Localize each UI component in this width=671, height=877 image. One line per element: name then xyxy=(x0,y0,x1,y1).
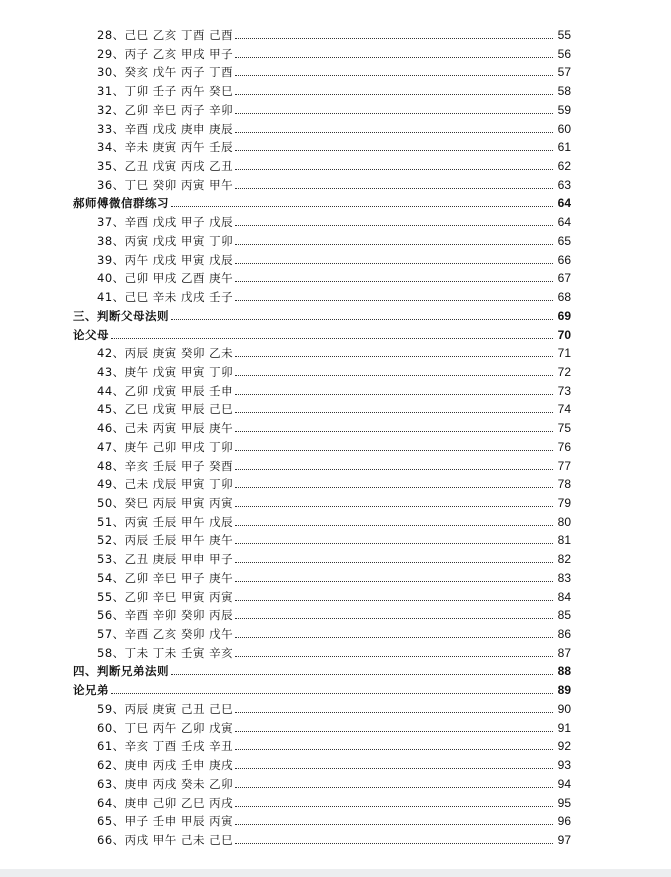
toc-label: 63、庚申 丙戌 癸未 乙卯 xyxy=(97,776,234,791)
toc-label: 28、己巳 乙亥 丁酉 己酉 xyxy=(97,28,234,42)
toc-label: 60、丁巳 丙午 乙卯 戊寅 xyxy=(97,720,234,735)
toc-page-number: 71 xyxy=(557,346,571,361)
toc-label: 41、己巳 辛未 戊戌 壬子 xyxy=(97,290,234,305)
toc-page-number: 75 xyxy=(557,421,571,436)
dot-leader xyxy=(235,93,553,95)
toc-entry[interactable] xyxy=(97,286,571,304)
toc-label: 50、癸巳 丙辰 甲寅 丙寅 xyxy=(97,496,234,510)
dot-leader xyxy=(235,561,553,563)
toc-label: 44、乙卯 戊寅 甲辰 壬申 xyxy=(97,383,234,398)
toc-label: 36、丁巳 癸卯 丙寅 甲午 xyxy=(97,177,234,192)
toc-page-number: 63 xyxy=(557,177,571,192)
toc-entry[interactable] xyxy=(97,99,571,117)
dot-leader xyxy=(235,299,553,301)
toc-label: 30、癸亥 戊午 丙子 丁酉 xyxy=(97,65,234,80)
toc-entry[interactable] xyxy=(97,249,571,267)
toc-entry[interactable] xyxy=(97,342,571,360)
toc-label: 33、辛酉 戊戌 庚申 庚辰 xyxy=(97,121,234,136)
toc-page-number: 58 xyxy=(557,84,571,99)
toc-label: 57、辛酉 乙亥 癸卯 戊午 xyxy=(97,627,234,642)
toc-entry[interactable] xyxy=(97,361,571,379)
toc-entry[interactable] xyxy=(97,586,571,604)
toc-entry[interactable] xyxy=(97,773,571,791)
toc-heading[interactable] xyxy=(73,679,571,697)
toc-entry[interactable] xyxy=(97,118,571,136)
dot-leader xyxy=(235,262,553,264)
toc-heading[interactable] xyxy=(73,324,571,342)
dot-leader xyxy=(235,411,553,413)
toc-entry[interactable] xyxy=(97,24,571,42)
toc-label: 论兄弟 xyxy=(73,683,109,698)
toc-page-number: 70 xyxy=(557,327,571,342)
toc-label: 38、丙寅 戊戌 甲寅 丁卯 xyxy=(97,233,234,248)
toc-label: 65、甲子 壬申 甲辰 丙寅 xyxy=(97,814,234,829)
toc-label: 52、丙辰 壬辰 甲午 庚午 xyxy=(97,533,234,548)
toc-page-number: 57 xyxy=(557,65,571,80)
toc-label: 32、乙卯 辛巳 丙子 辛卯 xyxy=(97,102,234,117)
toc-page-number: 64 xyxy=(557,196,571,211)
dot-leader xyxy=(235,505,553,507)
dot-leader xyxy=(235,655,553,657)
toc-page-number: 66 xyxy=(557,252,571,267)
dot-leader xyxy=(235,617,553,619)
toc-heading[interactable] xyxy=(73,192,571,210)
toc-page-number: 72 xyxy=(557,364,571,379)
toc-page-number: 67 xyxy=(557,271,571,286)
toc-page-number: 74 xyxy=(557,402,571,417)
toc-label: 53、乙丑 庚辰 甲申 甲子 xyxy=(97,552,234,567)
toc-entry[interactable] xyxy=(97,380,571,398)
toc-page-number: 76 xyxy=(557,439,571,454)
toc-entry[interactable] xyxy=(97,642,571,660)
toc-page-number: 84 xyxy=(557,589,571,604)
toc-entry[interactable] xyxy=(97,455,571,473)
toc-page-number: 56 xyxy=(557,46,571,61)
toc-page-number: 73 xyxy=(557,383,571,398)
dot-leader xyxy=(235,168,553,170)
toc-label: 43、庚午 戊寅 甲寅 丁卯 xyxy=(97,364,234,379)
toc-entry[interactable] xyxy=(97,43,571,61)
toc-label: 郝师傅微信群练习 xyxy=(73,196,169,211)
toc-entry[interactable] xyxy=(97,810,571,828)
dot-leader xyxy=(235,112,553,114)
toc-entry[interactable] xyxy=(97,174,571,192)
toc-label: 54、乙卯 辛巳 甲子 庚午 xyxy=(97,570,234,585)
dot-leader xyxy=(171,318,553,320)
toc-entry[interactable] xyxy=(97,567,571,585)
toc-entry[interactable] xyxy=(97,267,571,285)
toc-label: 37、辛酉 戊戌 甲子 戊辰 xyxy=(97,215,234,230)
toc-label: 61、辛亥 丁酉 壬戌 辛丑 xyxy=(97,739,234,754)
toc-page-number: 78 xyxy=(557,477,571,492)
toc-page-number: 88 xyxy=(557,664,571,679)
dot-leader xyxy=(235,580,553,582)
toc-page-number: 94 xyxy=(557,776,571,791)
toc-page-number: 68 xyxy=(557,290,571,305)
toc-label: 49、己未 戊辰 甲寅 丁卯 xyxy=(97,477,234,492)
toc-label: 59、丙辰 庚寅 己丑 己巳 xyxy=(97,701,234,716)
toc-entry[interactable] xyxy=(97,398,571,416)
toc-page-number: 92 xyxy=(557,739,571,754)
toc-page-number: 61 xyxy=(557,140,571,155)
toc-label: 35、乙丑 戊寅 丙戌 乙丑 xyxy=(97,159,234,174)
dot-leader xyxy=(235,711,553,713)
toc-entry[interactable] xyxy=(97,211,571,229)
toc-page-number: 86 xyxy=(557,627,571,642)
toc-page-number: 95 xyxy=(557,795,571,810)
toc-label: 39、丙午 戊戌 甲寅 戊辰 xyxy=(97,252,234,267)
dot-leader xyxy=(235,449,553,451)
toc-label: 三、判断父母法则 xyxy=(73,308,169,323)
toc-label: 56、辛酉 辛卯 癸卯 丙辰 xyxy=(97,608,234,623)
toc-page-number: 82 xyxy=(557,552,571,567)
toc-label: 47、庚午 己卯 甲戌 丁卯 xyxy=(97,439,234,454)
toc-label: 四、判断兄弟法则 xyxy=(73,664,169,679)
dot-leader xyxy=(235,243,553,245)
dot-leader xyxy=(235,823,553,825)
toc-page-number: 81 xyxy=(557,533,571,548)
toc-label: 论父母 xyxy=(73,327,109,342)
toc-entry[interactable] xyxy=(97,136,571,154)
toc-entry[interactable] xyxy=(97,529,571,547)
toc-label: 46、己未 丙寅 甲辰 庚午 xyxy=(97,421,234,436)
toc-page-number: 64 xyxy=(557,215,571,230)
dot-leader xyxy=(171,673,553,675)
toc-label: 42、丙辰 庚寅 癸卯 乙未 xyxy=(97,346,234,361)
toc-entry[interactable] xyxy=(97,717,571,735)
toc-page-number: 59 xyxy=(557,102,571,117)
dot-leader xyxy=(235,187,553,189)
toc-entry[interactable] xyxy=(97,829,571,847)
toc-label: 62、庚申 丙戌 壬申 庚戌 xyxy=(97,758,234,773)
dot-leader xyxy=(235,468,553,470)
dot-leader xyxy=(235,56,553,58)
toc-entry[interactable] xyxy=(97,511,571,529)
dot-leader xyxy=(235,374,553,376)
toc-label: 58、丁未 丁未 壬寅 辛亥 xyxy=(97,645,234,660)
toc-page-number: 77 xyxy=(557,458,571,473)
dot-leader xyxy=(235,355,553,357)
toc-label: 40、己卯 甲戌 乙酉 庚午 xyxy=(97,271,234,286)
toc-entry[interactable] xyxy=(97,792,571,810)
toc-entry[interactable] xyxy=(97,436,571,454)
toc-page-number: 90 xyxy=(557,701,571,716)
toc-label: 29、丙子 乙亥 甲戌 甲子 xyxy=(97,46,234,61)
toc-entry[interactable] xyxy=(97,604,571,622)
dot-leader xyxy=(235,524,553,526)
toc-label: 64、庚申 己卯 乙巳 丙戌 xyxy=(97,795,234,810)
dot-leader xyxy=(235,430,553,432)
dot-leader xyxy=(235,599,553,601)
dot-leader xyxy=(235,74,553,76)
toc-label: 45、乙巳 戊寅 甲辰 己巳 xyxy=(97,402,234,417)
toc-heading[interactable] xyxy=(73,660,571,678)
toc-entry[interactable] xyxy=(97,623,571,641)
dot-leader xyxy=(235,767,553,769)
toc-entry[interactable] xyxy=(97,417,571,435)
toc-entry[interactable] xyxy=(97,754,571,772)
toc-entry[interactable] xyxy=(97,698,571,716)
dot-leader xyxy=(235,149,553,151)
dot-leader xyxy=(235,280,553,282)
toc-entry[interactable] xyxy=(97,735,571,753)
dot-leader xyxy=(235,542,553,544)
toc-label: 51、丙寅 壬辰 甲午 戊辰 xyxy=(97,514,234,529)
toc-page-number: 85 xyxy=(557,608,571,623)
toc-label: 31、丁卯 壬子 丙午 癸巳 xyxy=(97,84,234,99)
toc-page-number: 80 xyxy=(557,514,571,529)
dot-leader xyxy=(235,486,553,488)
page-bottom-edge xyxy=(0,869,671,877)
toc-entry[interactable] xyxy=(97,155,571,173)
dot-leader xyxy=(235,37,553,39)
dot-leader xyxy=(235,224,553,226)
toc-page-number: 69 xyxy=(557,308,571,323)
toc-page-number: 93 xyxy=(557,758,571,773)
toc-page-number: 87 xyxy=(557,645,571,660)
dot-leader xyxy=(235,748,553,750)
dot-leader xyxy=(235,730,553,732)
toc-page-number: 65 xyxy=(557,233,571,248)
dot-leader xyxy=(235,636,553,638)
dot-leader xyxy=(171,205,553,207)
toc-label: 66、丙戌 甲午 己未 己巳 xyxy=(97,832,234,847)
toc-heading[interactable] xyxy=(73,305,571,323)
toc-entry[interactable] xyxy=(97,80,571,98)
dot-leader xyxy=(111,692,553,694)
dot-leader xyxy=(235,842,553,844)
toc-page-number: 97 xyxy=(557,832,571,847)
toc-label: 48、辛亥 壬辰 甲子 癸酉 xyxy=(97,458,234,473)
dot-leader xyxy=(235,786,553,788)
toc-page-number: 55 xyxy=(557,28,571,42)
dot-leader xyxy=(235,805,553,807)
toc-entry[interactable] xyxy=(97,61,571,79)
toc-page-number: 60 xyxy=(557,121,571,136)
toc-label: 55、乙卯 辛巳 甲寅 丙寅 xyxy=(97,589,234,604)
toc-entry[interactable] xyxy=(97,230,571,248)
toc-label: 34、辛未 庚寅 丙午 壬辰 xyxy=(97,140,234,155)
toc-page-number: 62 xyxy=(557,159,571,174)
toc-entry[interactable] xyxy=(97,473,571,491)
toc-page-number: 83 xyxy=(557,570,571,585)
toc-page-number: 89 xyxy=(557,683,571,698)
toc-page-number: 96 xyxy=(557,814,571,829)
dot-leader xyxy=(235,393,553,395)
toc-page-number: 91 xyxy=(557,720,571,735)
dot-leader xyxy=(111,337,553,339)
toc-entry[interactable] xyxy=(97,548,571,566)
toc-page-number: 79 xyxy=(557,496,571,510)
dot-leader xyxy=(235,131,553,133)
toc-entry[interactable] xyxy=(97,492,571,510)
